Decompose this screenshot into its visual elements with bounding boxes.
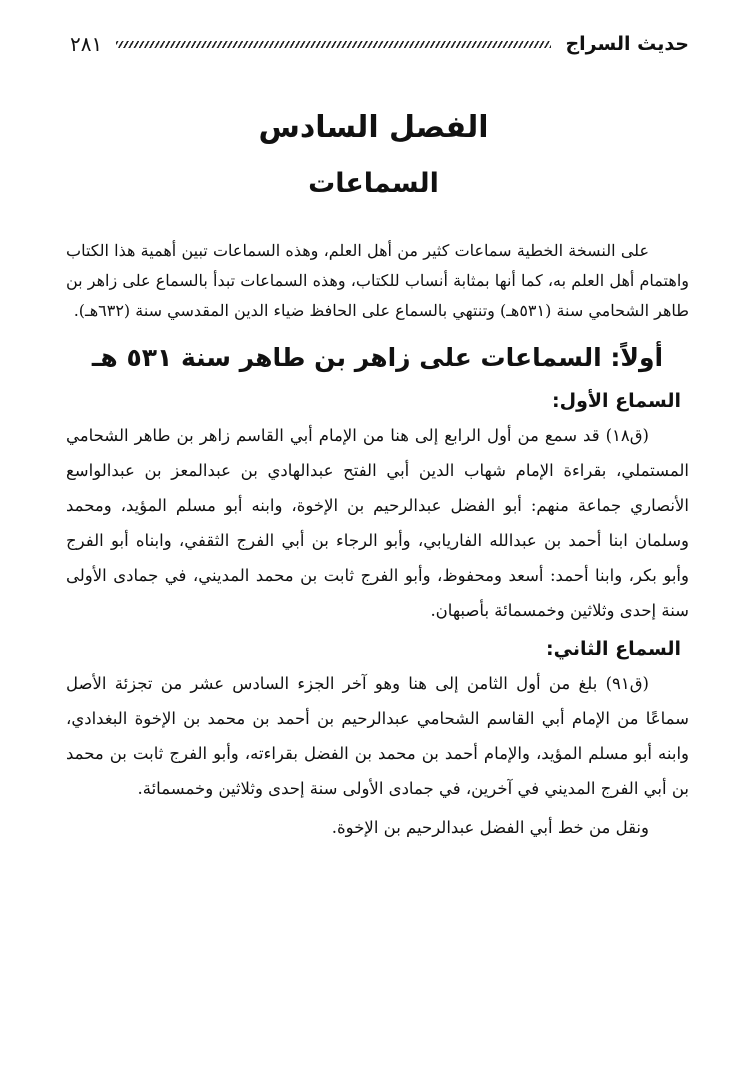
first-hearing-text: (ق١٨) قد سمع من أول الرابع إلى هنا من الإمام أبي القاسم زاهر بن طاهر الشحامي المستملي، بقراءة الإمام شهاب الدين أبي الفتح عبدالهادي بن عبدالمعز بن عبدالواسع الأنصاري جماعة منهم: أبو الفضل عبدالرحيم بن الإخوة، وابنه أبو مسلم المؤيد، ومحمد وسلمان ابنا أحمد بن عبدالله الفاريابي، وأبو الرجاء بن أبي الفرج الثقفي، وابناه أبو الفرج وأبو بكر، وابنا أحمد: أسعد ومحفوظ، وأبو الفرج ثابت بن محمد المديني، في جمادى الأولى سنة إحدى وثلاثين وخمسمائة بأصبهان. [66, 426, 689, 620]
page-content [66, 236, 689, 845]
transcription-note: ونقل من خط أبي الفضل عبدالرحيم بن الإخوة. [331, 818, 649, 837]
section-title: السماعات [308, 168, 439, 199]
chapter-title: الفصل السادس [258, 110, 489, 145]
second-hearing-text: (ق٩١) بلغ من أول الثامن إلى هنا وهو آخر الجزء السادس عشر من تجزئة الأصل سماعًا من الإمام أبي القاسم الشحامي عبدالرحيم بن أحمد بن محمد بن الإخوة البغدادي، وابنه أبو مسلم المؤيد، والإمام أحمد بن محمد بن الفضل بقراءته، وأبو الفرج ثابت بن محمد بن أبي الفرج المديني في آخرين، في جمادى الأولى سنة إحدى وثلاثين وخمسمائة. [66, 674, 689, 798]
second-hearing-heading: السماع الثاني: [546, 638, 681, 660]
intro-paragraph: على النسخة الخطية سماعات كثير من أهل العلم، وهذه السماعات تبين أهمية هذا الكتاب واهتمام أهل العلم به، كما أنها بمثابة أنساب للكتاب، وهذه السماعات تبدأ بالسماع على زاهر بن طاهر الشحامي سنة (٥٣١هـ) وتنتهي بالسماع على الحافظ ضياء الدين المقدسي سنة (٦٣٢هـ). [66, 241, 689, 320]
page-number: ٢٨١ [70, 32, 103, 56]
header-rule [116, 41, 551, 48]
running-header [70, 26, 689, 62]
book-title: حديث السراج [565, 33, 689, 55]
first-hearing-heading: السماع الأول: [551, 390, 681, 412]
part-one-heading: أولاً: السماعات على زاهر بن طاهر سنة ٥٣١ هـ [91, 343, 664, 372]
